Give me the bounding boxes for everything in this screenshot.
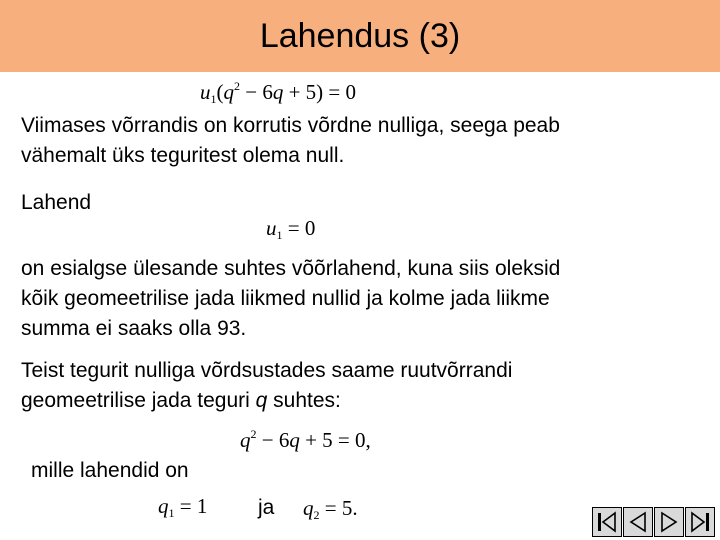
previous-slide-button[interactable] bbox=[623, 507, 653, 537]
eq-text: + 5) = 0 bbox=[283, 80, 357, 104]
eq-text: − 6 bbox=[240, 80, 273, 104]
paragraph-3-line-1: Teist tegurit nulliga võrdsustades saame ruutvõrrandi bbox=[21, 359, 513, 382]
ja-label: ja bbox=[258, 496, 275, 519]
next-slide-icon bbox=[657, 510, 681, 534]
eq-text: = 0 bbox=[282, 216, 316, 240]
eq-var: q bbox=[223, 80, 234, 104]
eq-text: − 6 bbox=[256, 428, 290, 452]
text-segment: geomeetrilise jada teguri bbox=[21, 389, 256, 412]
first-slide-button[interactable] bbox=[592, 507, 622, 537]
eq-text: = 1 bbox=[174, 494, 208, 518]
equation-quadratic bbox=[240, 428, 371, 452]
eq-sup: 2 bbox=[234, 79, 240, 93]
paragraph-1-line-1: Viimases võrrandis on korrutis võrdne nulliga, seega peab bbox=[21, 114, 560, 137]
lahend-label: Lahend bbox=[21, 191, 92, 214]
eq-sub: 1 bbox=[210, 92, 217, 106]
eq-var: u bbox=[200, 80, 211, 104]
equation-main bbox=[200, 80, 356, 104]
eq-text: + 5 = 0, bbox=[299, 428, 371, 452]
eq-sub: 1 bbox=[276, 228, 283, 242]
eq-var: q bbox=[272, 80, 284, 104]
solution-q2 bbox=[303, 496, 358, 520]
next-slide-button[interactable] bbox=[654, 507, 684, 537]
paragraph-2-line-2: kõik geomeetrilise jada liikmed nullid ja kolme jada liikme bbox=[21, 287, 550, 310]
solution-q1 bbox=[158, 494, 207, 518]
eq-sub: 1 bbox=[168, 506, 175, 520]
last-slide-button[interactable] bbox=[685, 507, 715, 537]
eq-var: q bbox=[158, 494, 169, 518]
paragraph-3-line-2 bbox=[21, 386, 341, 416]
slide-navigation bbox=[592, 507, 716, 537]
eq-var: q bbox=[240, 428, 251, 452]
eq-var: q bbox=[289, 428, 300, 452]
eq-sub: 2 bbox=[313, 508, 320, 522]
paragraph-1-line-2: vähemalt üks teguritest olema null. bbox=[21, 144, 345, 167]
eq-paren: ( bbox=[216, 80, 224, 104]
text-segment: suhtes: bbox=[267, 389, 341, 412]
first-slide-icon bbox=[595, 510, 619, 534]
eq-var: q bbox=[303, 496, 314, 520]
eq-sup: 2 bbox=[250, 427, 257, 441]
eq-var: u bbox=[266, 216, 277, 240]
last-slide-icon bbox=[688, 510, 712, 534]
variable-q: q bbox=[255, 389, 268, 412]
previous-slide-icon bbox=[626, 510, 650, 534]
paragraph-2-line-3: summa ei saaks olla 93. bbox=[21, 317, 247, 340]
equation-u1 bbox=[266, 216, 315, 240]
slide-title: Lahendus (3) bbox=[259, 17, 461, 55]
eq-text: = 5. bbox=[319, 496, 358, 520]
paragraph-2-line-1: on esialgse ülesande suhtes võõrlahend, kuna siis oleksid bbox=[21, 257, 561, 280]
solutions-label: mille lahendid on bbox=[31, 459, 189, 482]
